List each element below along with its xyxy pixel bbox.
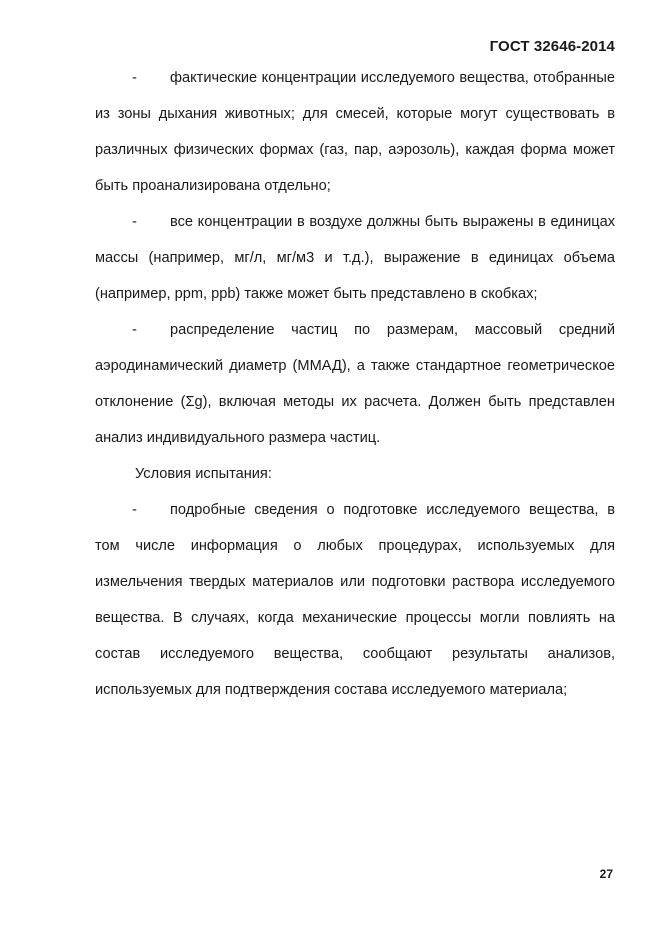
list-dash: - — [132, 214, 137, 230]
list-item — [95, 204, 615, 312]
list-item — [95, 60, 615, 204]
section-heading: Условия испытания: — [135, 466, 272, 482]
list-item-text: фактические концентрации исследуемого вещества, отобранные из зоны дыхания животных; для смесей, которые могут существовать в различных физических формах (газ, пар, аэрозоль), каждая форма может быть проанализирована отдельно; — [95, 70, 615, 194]
list-item-text: распределение частиц по размерам, массовый средний аэродинамический диаметр (ММАД), а также стандартное геометрическое отклонение (Σg), включая методы их расчета. Должен быть представлен анализ индивидуального размера частиц. — [95, 322, 615, 446]
list-dash: - — [132, 70, 137, 86]
list-item — [95, 312, 615, 456]
list-item — [95, 492, 615, 708]
list-dash: - — [132, 322, 137, 338]
document-code-header: ГОСТ 32646-2014 — [489, 38, 615, 55]
page-number: 27 — [599, 867, 613, 881]
list-item-text: подробные сведения о подготовке исследуемого вещества, в том числе информация о любых процедурах, используемых для измельчения твердых материалов или подготовки раствора исследуемого вещества. В случаях, когда механические процессы могли повлиять на состав исследуемого вещества, сообщают результаты анализов, используемых для подтверждения состава исследуемого материала; — [95, 502, 615, 698]
list-item-text: все концентрации в воздухе должны быть выражены в единицах массы (например, мг/л, мг/м3 и т.д.), выражение в единицах объема (например, ppm, ppb) также может быть представлено в скобках; — [95, 214, 615, 302]
list-dash: - — [132, 502, 137, 518]
document-body — [95, 60, 615, 708]
